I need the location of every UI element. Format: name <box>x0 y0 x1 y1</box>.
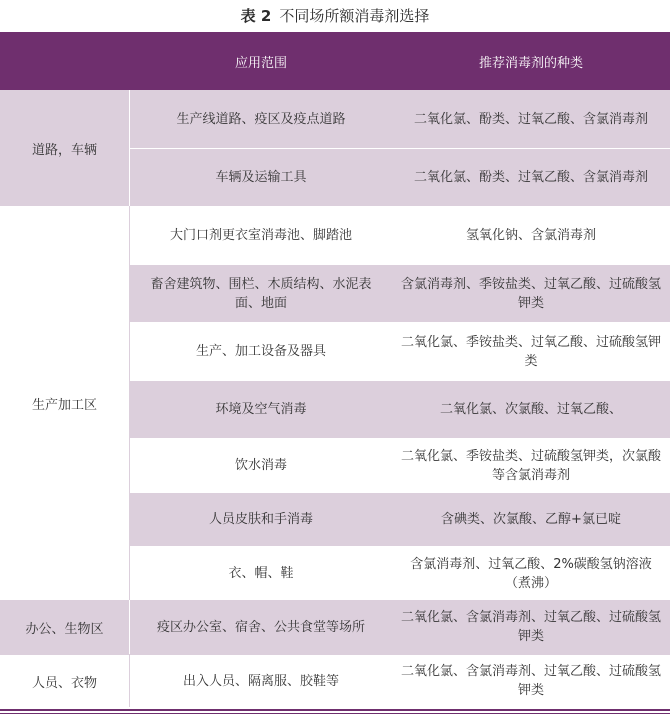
group-production-area <box>0 206 670 600</box>
scope-cell: 疫区办公室、宿舍、公共食堂等场所 <box>156 619 365 635</box>
scope-cell: 出入人员、隔离服、胶鞋等 <box>182 673 339 689</box>
agents-cell: 二氧化氯、含氯消毒剂、过氧乙酸、过硫酸氢钾类 <box>400 664 661 698</box>
agents-cell: 二氧化氯、酚类、过氧乙酸、含氯消毒剂 <box>413 111 648 127</box>
scope-cell: 车辆及运输工具 <box>215 170 307 185</box>
group-label: 生产加工区 <box>0 206 130 600</box>
table-title: 不同场所额消毒剂选择 <box>279 7 430 25</box>
scope-cell: 大门口剂更衣室消毒池、脚踏池 <box>169 227 352 243</box>
table-row <box>130 90 670 148</box>
agents-cell: 含碘类、次氯酸、乙醇+氯已啶 <box>441 512 621 527</box>
agents-cell: 二氧化氯、酚类、过氧乙酸、含氯消毒剂 <box>413 170 648 185</box>
agents-cell: 二氧化氯、含氯消毒剂、过氧乙酸、过硫酸氢钾类 <box>400 610 661 644</box>
header-col-category <box>0 32 130 90</box>
agents-cell: 含氯消毒剂、季铵盐类、过氧乙酸、过硫酸氢钾类 <box>400 276 661 311</box>
agents-cell: 二氧化氯、次氯酸、过氧乙酸、 <box>439 402 622 417</box>
table-header <box>0 32 670 90</box>
group-label: 办公、生物区 <box>0 600 130 654</box>
table-row <box>130 492 670 546</box>
group-personnel-clothing <box>0 654 670 707</box>
table-number: 表 2 <box>240 7 272 25</box>
header-col-agents: 推荐消毒剂的种类 <box>478 55 583 71</box>
agents-cell: 含氯消毒剂、过氧乙酸、2%碳酸氢钠溶液（煮沸） <box>410 556 652 591</box>
scope-cell: 饮水消毒 <box>234 458 287 473</box>
scope-cell: 环境及空气消毒 <box>215 402 307 417</box>
group-office-bio <box>0 600 670 654</box>
scope-cell: 衣、帽、鞋 <box>228 566 294 581</box>
group-roads-vehicles <box>0 90 670 206</box>
table-row <box>130 322 670 380</box>
table-bottom-rule <box>0 709 670 714</box>
agents-cell: 氢氧化钠、含氯消毒剂 <box>465 227 596 243</box>
scope-cell: 人员皮肤和手消毒 <box>208 512 313 527</box>
scope-cell: 生产、加工设备及器具 <box>195 344 326 359</box>
header-col-scope: 应用范围 <box>234 55 287 71</box>
table-row <box>130 438 670 492</box>
table-caption <box>0 0 670 32</box>
table-row <box>130 546 670 600</box>
group-label: 道路，车辆 <box>0 90 130 206</box>
agents-cell: 二氧化氯、季铵盐类、过氧乙酸、过硫酸氢钾类 <box>400 334 661 369</box>
agents-cell: 二氧化氯、季铵盐类、过硫酸氢钾类，次氯酸等含氯消毒剂 <box>400 448 661 483</box>
disinfectant-table <box>0 32 670 714</box>
table-row <box>130 380 670 438</box>
table-row <box>130 206 670 264</box>
table-row <box>130 264 670 322</box>
scope-cell: 畜舍建筑物、围栏、木质结构、水泥表面、地面 <box>150 276 372 311</box>
table-row <box>130 655 670 707</box>
table-row <box>130 148 670 206</box>
group-label: 人员、衣物 <box>0 655 130 707</box>
table-row <box>130 600 670 654</box>
scope-cell: 生产线道路、疫区及疫点道路 <box>176 111 346 127</box>
